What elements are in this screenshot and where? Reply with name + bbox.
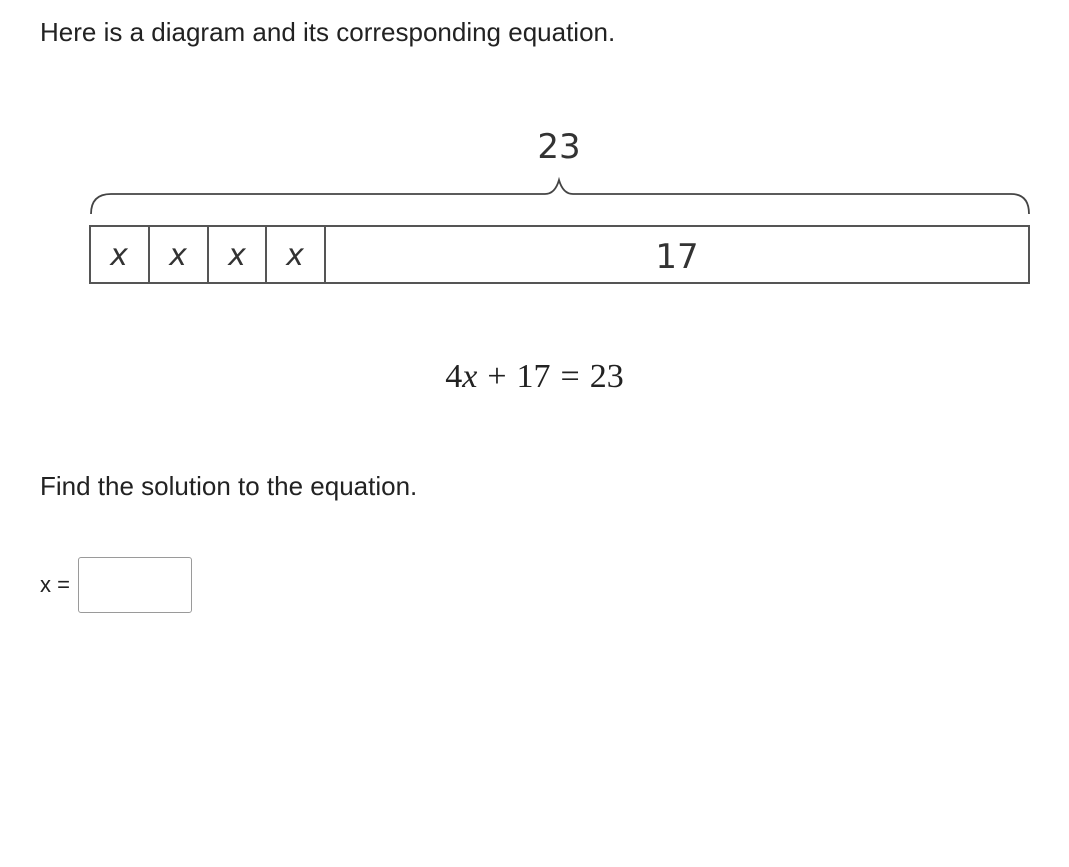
question-prompt: Find the solution to the equation. (40, 471, 418, 501)
unknown-segment-label: x (228, 238, 246, 273)
equation-equals: = (560, 358, 580, 395)
equation-plus: + (487, 358, 507, 395)
equation-variable: x (462, 358, 478, 395)
equation (0, 356, 1069, 398)
unknown-segment-label: x (169, 238, 187, 273)
answer-label: x = (40, 572, 70, 597)
tape-diagram (0, 0, 1069, 330)
total-label: 23 (537, 127, 581, 167)
equation-result: 23 (589, 358, 624, 395)
known-segment-label: 17 (655, 237, 699, 277)
intro-text: Here is a diagram and its corresponding equation. (40, 17, 616, 47)
unknown-segment-label: x (286, 238, 304, 273)
total-brace (91, 180, 1029, 214)
unknown-segment-label: x (110, 238, 128, 273)
equation-coefficient: 4 (445, 358, 463, 395)
equation-constant: 17 (516, 358, 551, 395)
answer-row (40, 556, 192, 614)
answer-input[interactable] (78, 557, 192, 613)
